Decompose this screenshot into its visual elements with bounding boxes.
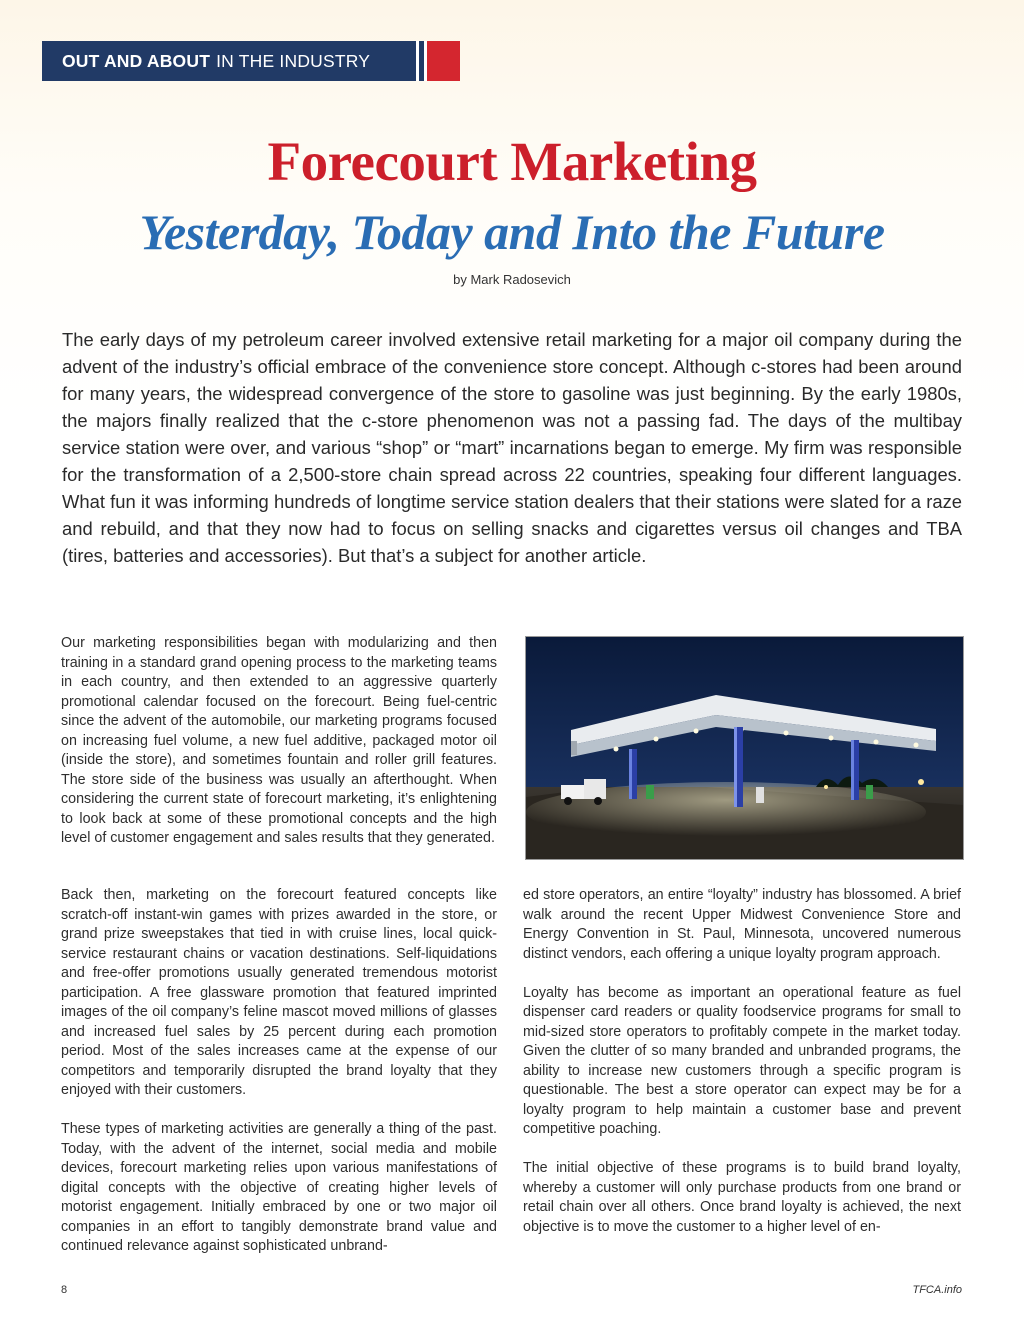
- section-banner: [42, 41, 462, 81]
- section-banner-bold: OUT AND ABOUT: [62, 50, 211, 71]
- article-byline: by Mark Radosevich: [453, 272, 571, 287]
- body-paragraph: Loyalty has become as important an operational feature as fuel dispenser card readers or quality foodservice programs for small to mid-sized store operators to profitably compete in the market today. Given the clutter of so many branded and unbranded programs, the ability to increase new customers through a specific program is questionable. The best a store operator can expect may be for a loyalty program to help maintain a customer base and prevent competitive poaching.: [523, 984, 961, 1137]
- body-paragraph: ed store operators, an entire “loyalty” industry has blossomed. A brief walk around the recent Upper Midwest Convenience Store and Energy Convention in St. Paul, Minnesota, uncovered numerous distinct vendors, each offering a unique loyalty program approach.: [523, 887, 961, 962]
- body-paragraph: Our marketing responsibilities began with modularizing and then training in a standard grand opening process to the marketing teams in each country, and then extended to an aggressive quarterly promotional calendar focused on the forecourt. Being fuel-centric since the advent of the automobile, our marketing programs focused on increasing fuel volume, a new fuel additive, packaged motor oil (inside the store), and sometimes fountain and roller grill features. The store side of the business was usually an afterthought. When considering the current state of forecourt marketing, it’s enlightening to look back at some of these promotional concepts and the high level of customer engagement and sales results that they generated.: [61, 635, 497, 846]
- body-column-left: [61, 886, 497, 1276]
- article-title: Forecourt Marketing: [267, 131, 757, 192]
- section-banner-label: [42, 41, 416, 81]
- page-number: 8: [61, 1284, 68, 1296]
- article-subtitle: Yesterday, Today and Into the Future: [139, 204, 885, 260]
- body-paragraph: The initial objective of these programs is to build brand loyalty, whereby a customer will only purchase products from one brand or retail chain over all others. Once brand loyalty is achieved, the next objective is to move the customer to a higher level of en-: [523, 1160, 961, 1235]
- body-column-top-left: [61, 634, 497, 868]
- gas-station-illustration: [526, 637, 963, 859]
- gas-station-photo: [525, 636, 964, 860]
- body-paragraph: Back then, marketing on the forecourt featured concepts like scratch-off instant-win games with prizes awarded in the store, or grand prize sweepstakes that tied in with cruise lines, local quick-service restaurant chains or vacation destinations. Self-liquidations and free-offer promotions usually generated tremendous motorist participation. A free glassware promotion that featured imprinted images of the oil company’s feline mascot moved millions of glasses and increased fuel sales by 25 percent during each promotion period. Most of the sales increases came at the expense of our competitors and temporarily disrupted the brand loyalty that they enjoyed with their customers.: [61, 887, 497, 1098]
- footer-site: TFCA.info: [912, 1284, 962, 1296]
- body-paragraph: These types of marketing activities are generally a thing of the past. Today, with the advent of the internet, social media and mobile devices, forecourt marketing relies upon various manifestations of digital concepts with the objective of creating higher levels of motorist engagement. Initially embraced by one or two major oil companies in an effort to tangibly demonstrate brand value and continued relevance against sophisticated unbrand-: [61, 1121, 497, 1254]
- intro-paragraph: The early days of my petroleum career involved extensive retail marketing for a major oil company during the advent of the industry’s official embrace of the convenience store concept. Although c-stores had been around for many years, the widespread convergence of the store to gasoline was just beginning. By the early 1980s, the majors finally realized that the c-store phenomenon was not a passing fad. The days of the multibay service station were over, and various “shop” or “mart” incarnations began to emerge. My firm was responsible for the transformation of a 2,500-store chain spread across 22 countries, speaking four different languages. What fun it was informing hundreds of longtime service station dealers that their stations were slated for a raze and rebuild, and that they now had to focus on selling snacks and cigarettes versus oil changes and TBA (tires, batteries and accessories). But that’s a subject for another article.: [62, 329, 962, 566]
- section-banner-rest: IN THE INDUSTRY: [216, 50, 371, 71]
- body-column-right: [523, 886, 961, 1257]
- banner-stripe-red: [427, 41, 460, 81]
- banner-stripes: [416, 41, 460, 81]
